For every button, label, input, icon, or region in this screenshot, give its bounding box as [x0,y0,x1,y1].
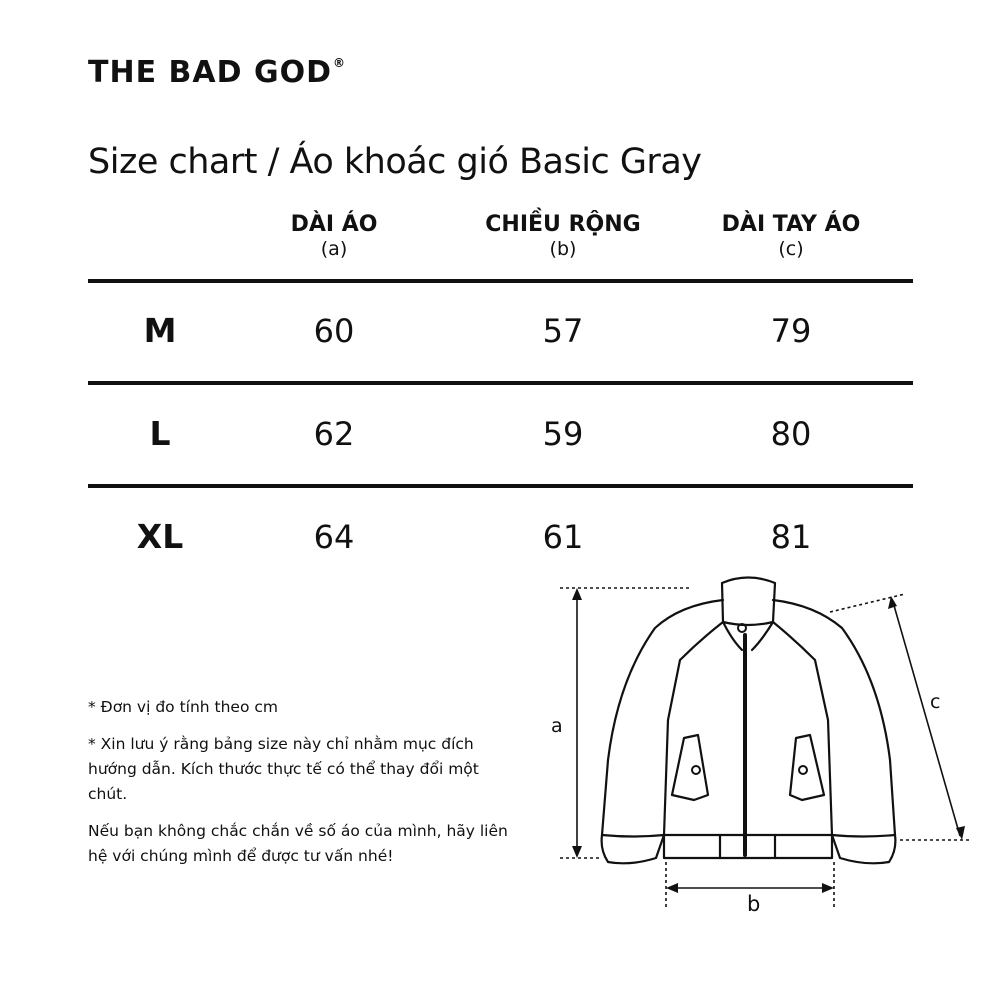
cell-width: 57 [542,312,584,350]
header-width [443,213,683,261]
cell-length: 60 [313,312,355,350]
header-length [214,213,454,261]
table-divider [88,279,913,283]
cell-length: 64 [313,518,355,556]
header-sub: (b) [549,238,577,260]
header-label: DÀI ÁO [290,212,378,237]
notes [88,695,518,881]
registered-mark: ® [332,56,346,70]
cell-width: 61 [542,518,584,556]
jacket-diagram [540,565,980,929]
label-b: b [747,892,761,916]
cell-length: 62 [313,415,355,453]
jacket-drawing [540,565,980,925]
cell-sleeve: 80 [770,415,812,453]
cell-sleeve: 79 [770,312,812,350]
header-sub: (a) [320,238,348,260]
page-title: Size chart / Áo khoác gió Basic Gray [88,142,702,182]
table-divider [88,381,913,385]
size-label: XL [136,517,184,556]
header-sub: (c) [778,238,804,260]
size-label: L [149,414,171,453]
note-contact: Nếu bạn không chắc chắn về số áo của mình, hãy liên hệ với chúng mình để được tư vấn nhé! [88,822,508,865]
header-label: DÀI TAY ÁO [721,212,861,237]
label-a: a [551,715,563,737]
header-sleeve [671,213,911,261]
cell-sleeve: 81 [770,518,812,556]
size-label: M [143,311,177,350]
note-unit: * Đơn vị đo tính theo cm [88,698,279,716]
brand-logo [88,55,346,90]
table-divider [88,484,913,488]
header-label: CHIỀU RỘNG [485,212,641,237]
note-disclaimer: * Xin lưu ý rằng bảng size này chỉ nhằm mục đích hướng dẫn. Kích thước thực tế có thể thay đổi một chút. [88,735,479,803]
cell-width: 59 [542,415,584,453]
label-c: c [930,691,941,713]
brand-name: THE BAD GOD [88,55,332,90]
